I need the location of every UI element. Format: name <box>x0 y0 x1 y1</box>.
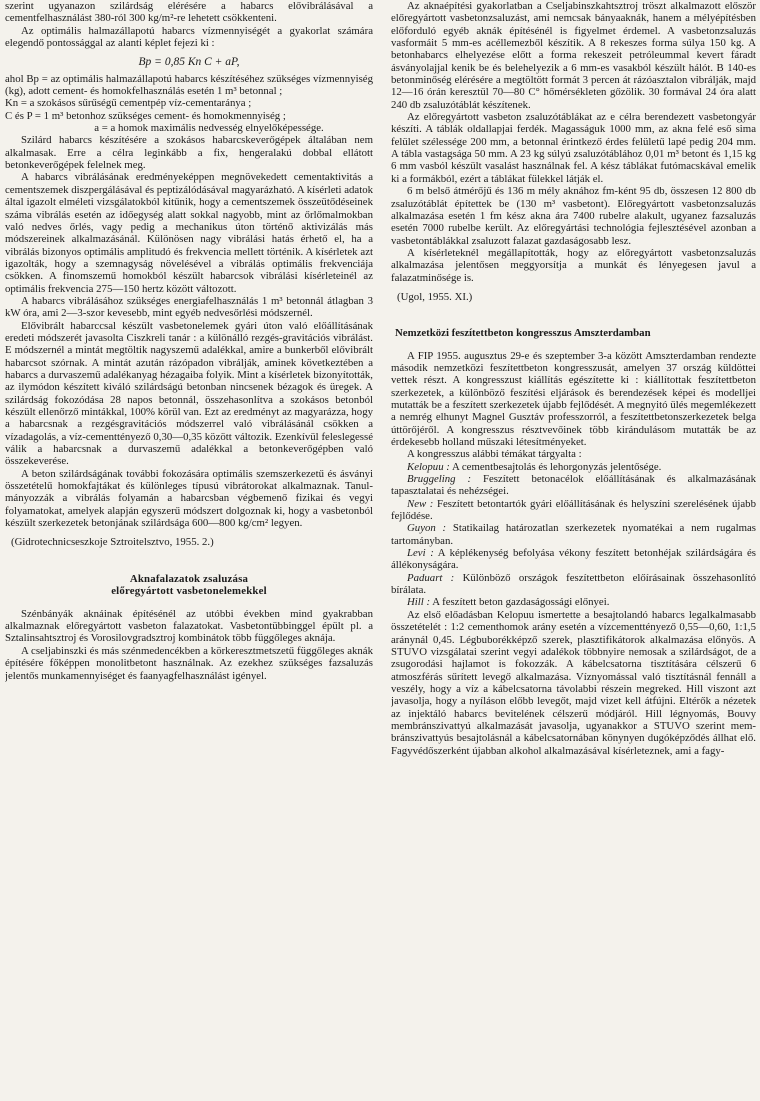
paragraph-energy: A habarcs vibrálásához szükséges energiafelhasználás 1 m³ betonnál átlagban 3 kW óra, ami 2—3-szor kevesebb, mint egyéb nedvesőrlési módszernél. <box>5 294 373 320</box>
paragraph-intro: szerint ugyanazon szilárdság elérésére a habarcs elővibrálásával a cementfelhasználást 380-ról 300 kg/m²-re lehetett csökkenteni. <box>5 0 373 25</box>
paragraph-formwork-tables: Az előregyártott vasbeton zsaluzótáblákat az e célra berendezett vasbetongyár készíti. A táblák oldallapjai ferdék. Magasságuk 1000 mm, az akna felé eső sima felület szélessége 200 mm, a betonnal érintkező érdes felületű lapé pedig 204 mm. A tábla vastagsága 50 mm. A 23 kg súlyú zsaluzótáblához 0,01 m³ betont és 1,15 kg 6 mm vasból készült vasalást használnak fel. A kész táblákat futómacskával emelik ki a formákból, ezért a táblákat fülekkel látják el. <box>391 111 756 185</box>
paragraph-fip-congress: A FIP 1955. augusztus 29-e és szeptember 3-a között Amszterdamban rendezte második nemzetközi feszítettbeton kongresszusát, amelyen 37 ország küldöttei vettek részt. A kongresszust kiállítás egészítette ki : kiállítottak feszítettbeton szerkezetek, a különböző feszítési eljárások és berendezések képei és modelljei mutatták be a feszített szerkezetek újabb fejlődését. A megnyitó ülés megemlékezett a nemrég elhunyt Magnel Gusztáv professzorról, a feszítettbetonszerkezetek belga úttörőjéről. A kongresszus résztvevőinek több kirándulásom mutatták be az érdekesebb holland műszaki létesítményeket. <box>391 349 756 448</box>
topic-kelopuu: Kelopuu : A cementbesajtolás és lehorgonyzás jelentősége. <box>407 460 662 473</box>
paragraph-shaft-figures: 6 m belső átmérőjű és 136 m mély aknához fm-ként 95 db, összesen 12 800 db zsaluzótáblát építettek be (130 m³ vasbetont). Előregyártott vasbetonzsaluzás alkalmazása esetén 1 fm kész akna ára 7400 rubelre alakult, ugyanez fazsaluzás esetén 7000 rubelbe került. Az előregyártási technológia fejlesztésével azonban a vasbetontáblákkal zsaluzott falazat gazdaságosabb lesz. <box>391 185 756 247</box>
paragraph-findings: A kísérleteknél megállapították, hogy az előregyártott vasbetonzsaluzás alkalmazása jelentősen meggyorsítja a munkát és lényegesen javul a falazatminősége is. <box>391 246 756 284</box>
paragraph-first-lecture: Az első előadásban Kelopuu ismertette a besajtolandó habarcs legalkalmasabb összetételét : 1:2 cementhomok arány esetén a vízcementtényező 0,55—0,60, 1:1,5 aránynál 0,45. Légbuborékképző szerek, plasztifikátorok alkalmazása előnyös. A STUVO vizsgálatai szerint vegyi adalékok többnyire nemosak a szilárdságot, de a zsugorodási hajlamot is fokozzák. A kábelcsatorna tisztítására célszerű 6 atmoszférás sűrített levegő alkalmazása. Víznyomással való tisztításnál fennáll a veszély, hogy a víz a kábelcsatorna távolabbi részein megreked. Hill viszont azt javasolja, hogy a nyíláson előbb levegőt, majd vizet kell átfújni. Eltérők a nézetek az injektáló habarcs bevitelének célszerű módjáról. Hill légnyomás, Bouvy membránszivattyú alkalmazását javasolja, ugyanakkor a STUVO szerint membránszivattyús besajtolásnál a kábelcsatornában könynyen dugóképződés állhat elő. Fagyvédőszerként újabban alkohol alkalmazásával kísérleteznek, ami a fagy- <box>391 608 756 757</box>
paragraph-previbration: Elővibrált habarccsal készült vasbetonelemek gyári úton való előállításának eredeti módszerét javasolta Ciszkreli tanár : a különálló rezgés-gravitációs vibrálást. E módszernél a mintát megtöltik nagyszemű adalékkal, amire a bunkerből elővibrált habarcsot szórnak. A mintát azután rázópadon vibrálják, aminek következtében a habarcs a durvaszemű adalékanyag hézagaiba folyik. Mint a kísérletek bizonyították, az ilymódon készített kiváló szilárdságú betonban nincsenek bézagok és üregek. A szilárdság fokozódása 28 napos betonnál, összehasonlítva a szokásos betonból készült ellenőrző mintákkal, 100% körül van. Ezt az eredményt az magyarázza, hogy a habarcsnak a rezgésgravitációs módszerrel való vibrálásánál csökken a vízadagolás, a víz-cementtényező 0,30—0,35 között változik. Ezenkívül feleslegessé válik a habarcsnak a durvaszemű adalékkal a betonkeverőgépben való összekeverése. <box>5 319 373 468</box>
paragraph-optimal-water: Az optimális halmazállapotú habarcs vízmennyiségét a gyakorlat számára elegendő pontossággal az alanti képlet fejezi ki : <box>5 24 373 50</box>
paragraph-shaft-practice: Az aknaépítési gyakorlatban a Cseljabinszkahtsztroj tröszt alkalmazott először előregyártott vasbetonzsaluzást, ami nemcsak bányaaknák, hanem a mélyépítésben előforduló egyéb aknák építésénél is figyelmet érdemel. A vasbetonzsaluzás vasformáit 5 mm-es acéllemezből készítik. A 8 rekeszes forma súlya 150 kg. A betonhabarcs elhelyezése előtt a forma rekeszeit petróleummal kevert fáradt ásványolajjal kenik be és belehelyezik a 6 mm-es vasakból készült hálót. B 140-es betonminőség elérésére a megtöltött formát 3 percen át rázóasztalon vibrálják, majd 12—16 órán keresztül 70—80 C° hőmérsékleten gőzölik. 30 formával 24 óra alatt 240 db zsaluzótáblát készítenek. <box>391 0 756 111</box>
paragraph-cseljabinszk: A cseljabinszki és más szénmedencékben a körkeresztmetszetű függőleges aknák építésére főképpen monolitbetont használnak. Az ezekhez szükséges fazsaluzás jelentős munkamennyiséget és faanyagfelhasználást igényel. <box>5 644 373 682</box>
paragraph-coal-mines: Szénbányák aknáinak építésénél az utóbbi években mind gyakrabban alkalmaznak előregyártott vasbeton falazatokat. Vasbetontübbinggel épült pl. a Sztalinsahtsztroj és Vorosilovgradsztroj kombinátok több függőleges aknája. <box>5 607 373 645</box>
definition-c-p: C és P = 1 m³ betonhoz szükséges cement- és homokmennyiség ; <box>5 109 286 122</box>
left-column <box>5 0 373 1101</box>
topic-paduart: Paduart : Különböző országok feszítettbeton előírásainak összehasonlító bírálata. <box>391 571 756 597</box>
topic-levi: Levi : A képlékenység befolyása vékony feszített betonhéjak szilárdságára és állékonyságára. <box>391 547 756 572</box>
source-citation-2: (Ugol, 1955. XI.) <box>397 290 473 303</box>
topic-bruggeling: Bruggeling : Feszített betonacélok előállításának és alkalmazásának tapasztalatai és nehézségei. <box>391 473 756 498</box>
section-heading-congress: Nemzetközi feszítettbeton kongresszus Amszterdamban <box>395 327 651 340</box>
right-column <box>391 0 756 1101</box>
paragraph-mixer: Szilárd habarcs készítésére a szokásos habarcskeverőgépek általában nem alkalmasak. Erre a célra leginkább a fix, hengeralakú dobbal ellátott betonkeverőgépek felelnek meg. <box>5 134 373 172</box>
definition-bp: ahol Bp = az optimális halmazállapotú habarcs készítéséhez szükséges vízmennyiség (kg), adott cement- és homokfelhasználás esetén 1 m³ betonnal ; <box>5 72 373 98</box>
source-citation-1: (Gidrotechnicseszkoje Sztroitelsztvo, 1955. 2.) <box>11 536 214 549</box>
paragraph-topics-intro: A kongresszus alábbi témákat tárgyalta : <box>407 448 582 461</box>
topic-guyon: Guyon : Statikailag határozatlan szerkezetek nyomatékai a nem rugalmas tartományban. <box>391 522 756 547</box>
section-heading-shaft-formwork: Aknafalazatok zsaluzása előregyártott vasbetonelemekkel <box>111 572 267 597</box>
definition-kn: Kn = a szokásos sűrűségű cementpép víz-cementaránya ; <box>5 97 252 110</box>
paragraph-vibration: A habarcs vibrálásának eredményeképpen megnövekedett cementaktivitás a cementszemek diszpergálásával és peptizálódásával magyarázható. A kísérleti adatok által igazolt elméleti vizsgálatokból kitűnik, hogy a cementszemek összeütődéseinek száma vibrálás esetén az időegység alatt sokkal nagyobb, mint az őrlőmalmokban való nedves őrlés, vagy pedig a mechanikus úton történő aktivizálás más módszereinek alkalmazásánál. Különösen nagy vibrálási hatás érhető el, ha a vibrálás bizonyos optimális amplitudó és frekvencia mellett történik. A kísérletek azt igazolták, hogy a szemnagyság növelésével a vibrálás optimális frekvenciája csökken. A finomszemű homokból készült habarcsok vibrálási kísérleteinél az optimális frekvencia 275—150 hertz között változott. <box>5 171 373 295</box>
definition-a: a = a homok maximális nedvesség elnyelőképessége. <box>94 122 324 135</box>
water-formula: Bp = 0,85 Kn C + aP, <box>138 56 240 69</box>
paragraph-strength: A beton szilárdságának további fokozására optimális szemszerkezetű és ásványi összetételű homokfajtákat és különleges típusú vibrátorokat alkalmaznak. Tanulmányozzák a vibrálás folyamán a habarcsban végbemenő fizikai és vegyi folyamatokat, amelyek alapján egyszerű módszert dolgoznak ki, hogy a vasbetonból készült szerkezetek betonjának szilárdsága 600—800 kg/cm² legyen. <box>5 467 373 530</box>
topic-new: New : Feszített betontartók gyári előállításának és helyszíni szerelésének újabb fejlődése. <box>391 497 756 523</box>
topic-hill: Hill : A feszített beton gazdaságossági előnyei. <box>407 596 610 609</box>
